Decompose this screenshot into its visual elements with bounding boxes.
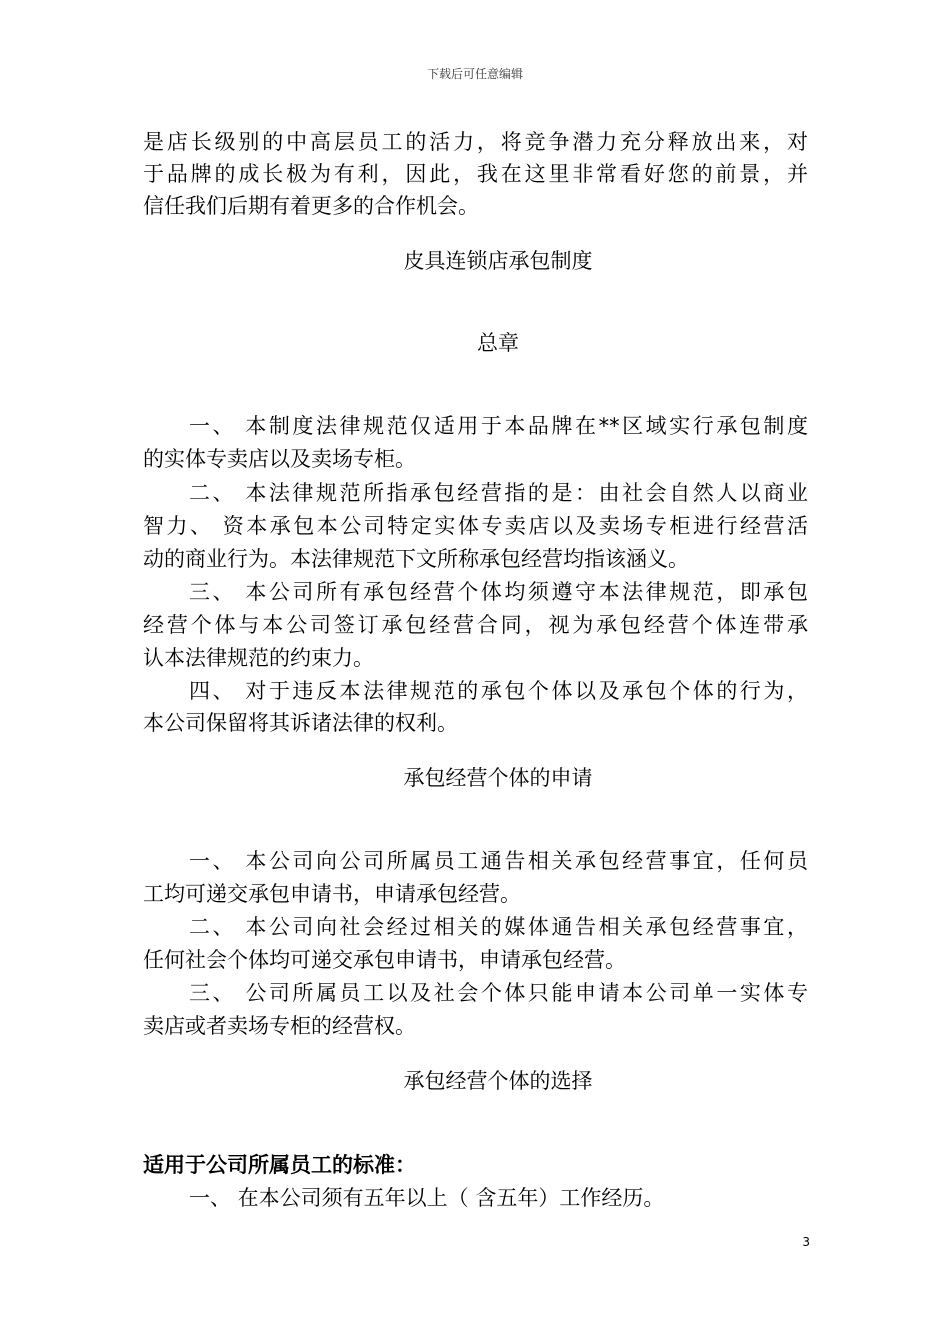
clause-line: 任何社会个体均可递交承包申请书，申请承包经营。: [143, 948, 626, 972]
section-title-general: 总章: [477, 331, 519, 355]
section-title-application: 承包经营个体的申请: [403, 766, 593, 790]
document-title: 皮具连锁店承包制度: [403, 249, 593, 273]
body-text-line: 于品牌的成长极为有利，因此，我在这里非常看好您的前景，并: [143, 162, 808, 186]
section-title-selection: 承包经营个体的选择: [403, 1069, 593, 1093]
clause-line: 认本法律规范的约束力。: [143, 646, 374, 670]
clause-line: 卖店或者卖场专柜的经营权。: [143, 1014, 416, 1038]
clause-line: 经营个体与本公司签订承包经营合同，视为承包经营个体连带承: [143, 613, 808, 637]
header-note: 下载后可任意编辑: [426, 67, 523, 81]
clause-line: 二、 本公司向社会经过相关的媒体通告相关承包经营事宜，: [189, 915, 808, 939]
clause-line: 本公司保留将其诉诸法律的权利。: [143, 711, 458, 735]
subheading: 适用于公司所属员工的标准：: [143, 1153, 416, 1177]
clause-line: 动的商业行为。本法律规范下文所称承包经营均指该涵义。: [143, 547, 689, 571]
clause-line: 四、 对于违反本法律规范的承包个体以及承包个体的行为，: [189, 679, 808, 703]
clause-line: 的实体专卖店以及卖场专柜。: [143, 447, 416, 471]
page-number: 3: [802, 1235, 810, 1249]
clause-line: 智力、 资本承包本公司特定实体专卖店以及卖场专柜进行经营活: [143, 514, 808, 538]
clause-line: 一、 在本公司须有五年以上（ 含五年）工作经历。: [189, 1186, 665, 1210]
clause-line: 三、 公司所属员工以及社会个体只能申请本公司单一实体专: [189, 981, 808, 1005]
body-text-line: 是店长级别的中高层员工的活力，将竞争潜力充分释放出来，对: [143, 130, 808, 154]
clause-line: 一、 本公司向公司所属员工通告相关承包经营事宜，任何员: [189, 849, 808, 873]
clause-line: 工均可递交承包申请书，申请承包经营。: [143, 882, 521, 906]
clause-line: 三、 本公司所有承包经营个体均须遵守本法律规范，即承包: [189, 580, 808, 604]
clause-line: 一、 本制度法律规范仅适用于本品牌在**区域实行承包制度: [189, 414, 808, 438]
body-text-line: 信任我们后期有着更多的合作机会。: [143, 194, 479, 218]
clause-line: 二、 本法律规范所指承包经营指的是：由社会自然人以商业: [189, 481, 808, 505]
